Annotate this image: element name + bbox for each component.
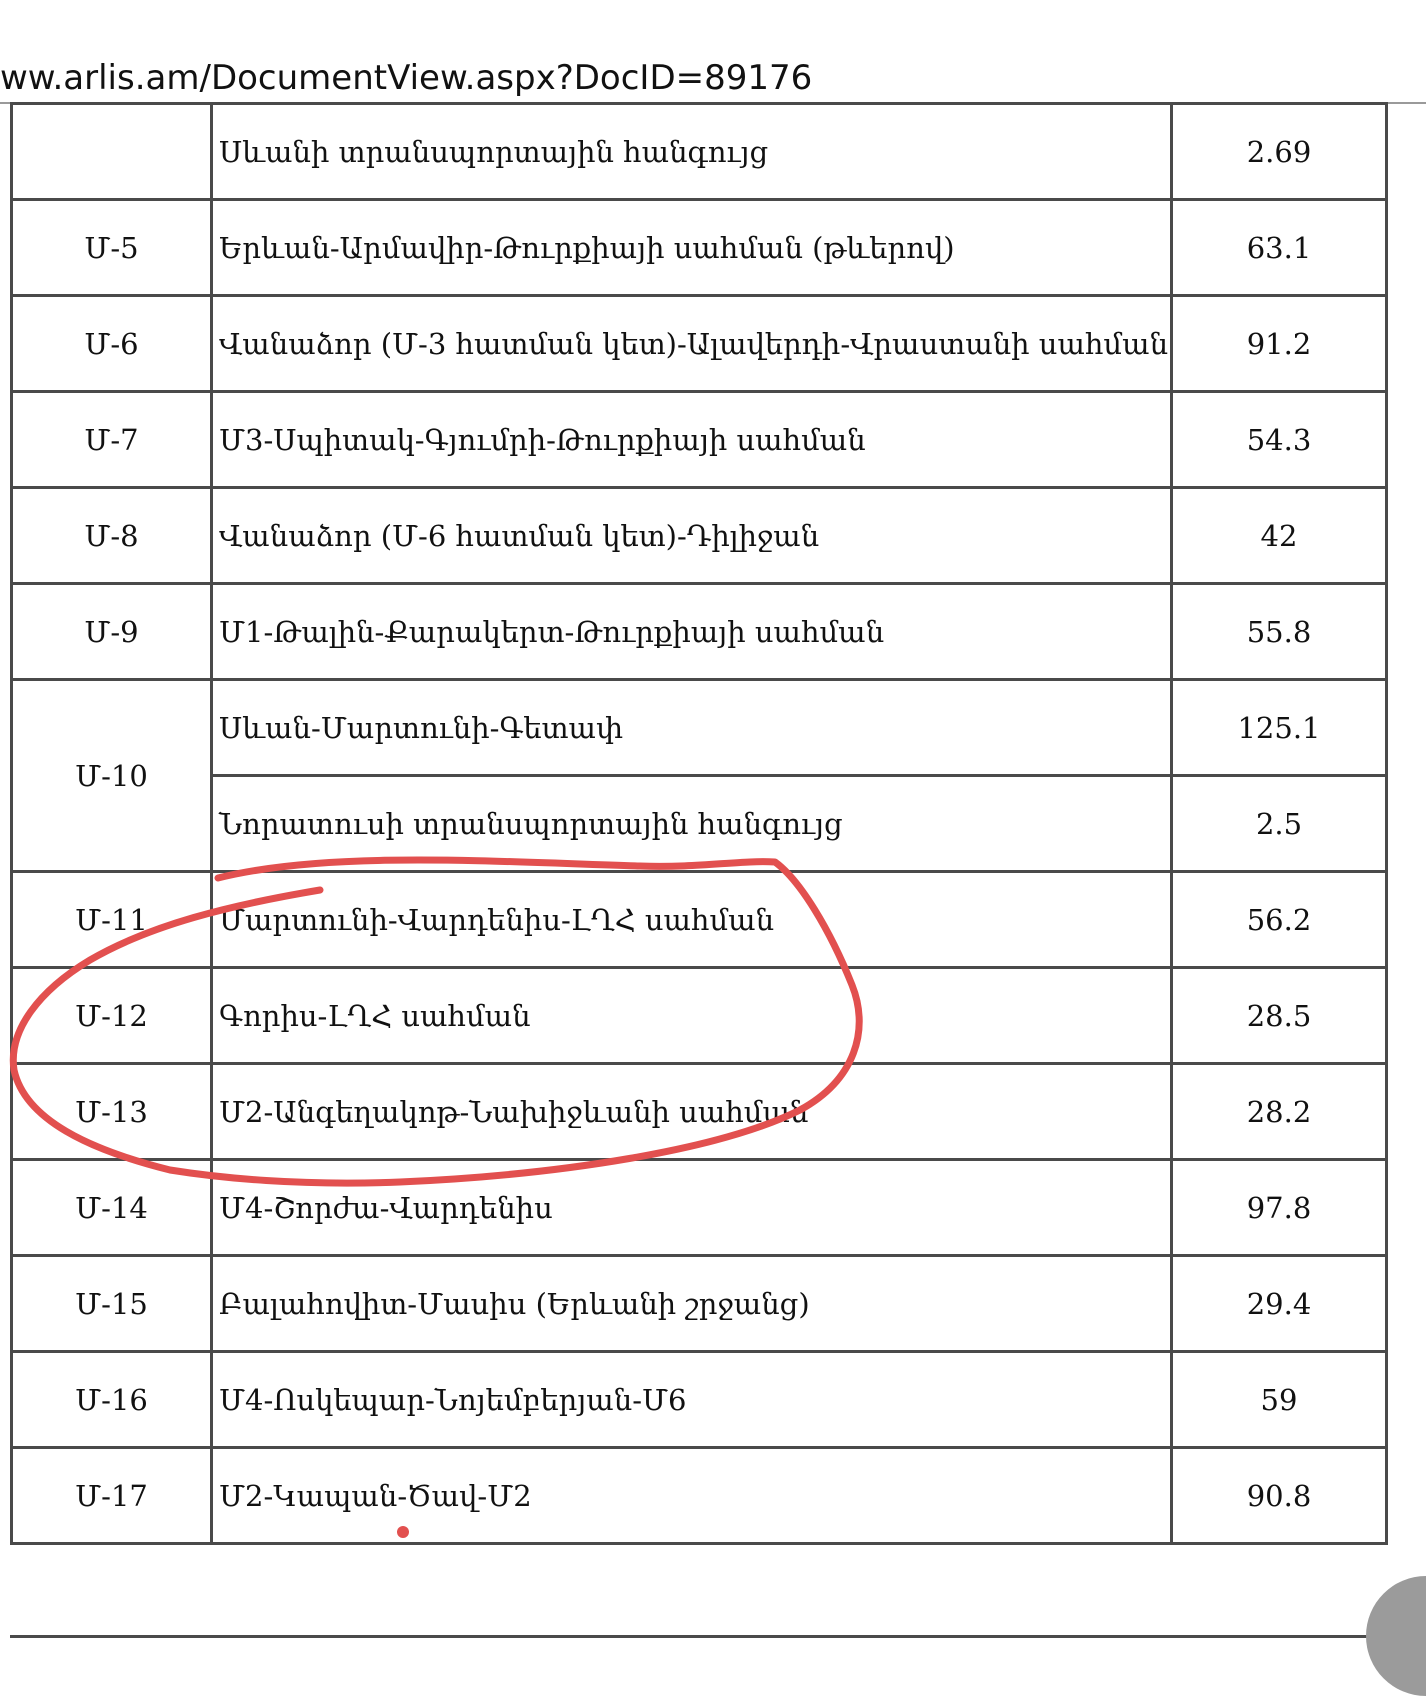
- road-name-cell: Գորիս-ԼՂՀ սահման: [212, 968, 1172, 1064]
- road-length-cell: 56.2: [1172, 872, 1387, 968]
- table-row: [12, 296, 1387, 392]
- road-length-cell: 55.8: [1172, 584, 1387, 680]
- roads-table: [10, 102, 1388, 1545]
- road-code-cell: [12, 104, 212, 200]
- road-length-cell: 42: [1172, 488, 1387, 584]
- table-row: [12, 104, 1387, 200]
- road-code-cell: Մ-8: [12, 488, 212, 584]
- next-row-border: [10, 1635, 1385, 1638]
- table-row: [12, 1160, 1387, 1256]
- table-row: [12, 776, 1387, 872]
- road-length-cell: 54.3: [1172, 392, 1387, 488]
- road-code-cell: Մ-17: [12, 1448, 212, 1544]
- road-length-cell: 97.8: [1172, 1160, 1387, 1256]
- table-row: [12, 200, 1387, 296]
- road-code-cell: Մ-14: [12, 1160, 212, 1256]
- url-bar[interactable]: ww.arlis.am/DocumentView.aspx?DocID=89176: [0, 58, 813, 98]
- table-row: [12, 968, 1387, 1064]
- road-code-cell: Մ-13: [12, 1064, 212, 1160]
- table-row: [12, 1256, 1387, 1352]
- road-code-cell: Մ-16: [12, 1352, 212, 1448]
- road-name-cell: Մ4-Ոսկեպար-Նոյեմբերյան-Մ6: [212, 1352, 1172, 1448]
- road-name-cell: Նորատուսի տրանսպորտային հանգույց: [212, 776, 1172, 872]
- road-length-cell: 91.2: [1172, 296, 1387, 392]
- road-length-cell: 28.5: [1172, 968, 1387, 1064]
- road-length-cell: 63.1: [1172, 200, 1387, 296]
- road-code-cell: Մ-11: [12, 872, 212, 968]
- road-length-cell: 2.69: [1172, 104, 1387, 200]
- road-name-cell: Բալահովիտ-Մասիս (Երևանի շրջանց): [212, 1256, 1172, 1352]
- road-code-cell: Մ-5: [12, 200, 212, 296]
- road-code-cell: Մ-7: [12, 392, 212, 488]
- road-length-cell: 2.5: [1172, 776, 1387, 872]
- road-name-cell: Մ2-Կապան-Ծավ-Մ2: [212, 1448, 1172, 1544]
- table-row: [12, 1352, 1387, 1448]
- road-code-cell: Մ-6: [12, 296, 212, 392]
- table-row: [12, 1448, 1387, 1544]
- table-row: [12, 1064, 1387, 1160]
- road-length-cell: 59: [1172, 1352, 1387, 1448]
- road-length-cell: 29.4: [1172, 1256, 1387, 1352]
- road-name-cell: Սևան-Մարտունի-Գետափ: [212, 680, 1172, 776]
- table-row: [12, 488, 1387, 584]
- road-code-cell: Մ-9: [12, 584, 212, 680]
- road-name-cell: Մ3-Սպիտակ-Գյումրի-Թուրքիայի սահման: [212, 392, 1172, 488]
- road-length-cell: 125.1: [1172, 680, 1387, 776]
- scroll-handle[interactable]: [1366, 1576, 1426, 1696]
- road-name-cell: Մարտունի-Վարդենիս-ԼՂՀ սահման: [212, 872, 1172, 968]
- road-name-cell: Մ2-Անգեղակոթ-Նախիջևանի սահման: [212, 1064, 1172, 1160]
- road-code-cell: Մ-15: [12, 1256, 212, 1352]
- road-length-cell: 28.2: [1172, 1064, 1387, 1160]
- road-name-cell: Երևան-Արմավիր-Թուրքիայի սահման (թևերով): [212, 200, 1172, 296]
- road-name-cell: Վանաձոր (Մ-3 հատման կետ)-Ալավերդի-Վրաստանի սահման: [212, 296, 1172, 392]
- road-code-cell: Մ-10: [12, 680, 212, 872]
- road-name-cell: Մ1-Թալին-Քարակերտ-Թուրքիայի սահման: [212, 584, 1172, 680]
- road-name-cell: Սևանի տրանսպորտային հանգույց: [212, 104, 1172, 200]
- table-row: [12, 584, 1387, 680]
- road-code-cell: Մ-12: [12, 968, 212, 1064]
- road-length-cell: 90.8: [1172, 1448, 1387, 1544]
- road-name-cell: Մ4-Շորժա-Վարդենիս: [212, 1160, 1172, 1256]
- table-row: [12, 392, 1387, 488]
- table-row: [12, 680, 1387, 776]
- table-row: [12, 872, 1387, 968]
- road-name-cell: Վանաձոր (Մ-6 հատման կետ)-Դիլիջան: [212, 488, 1172, 584]
